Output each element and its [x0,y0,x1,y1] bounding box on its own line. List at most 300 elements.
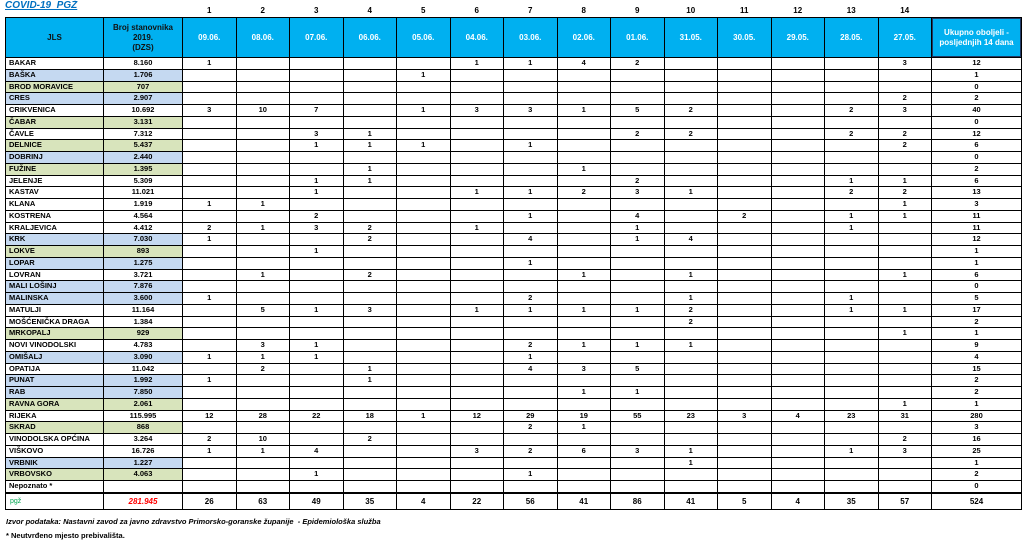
case-count-cell [237,129,290,140]
case-count-cell [772,352,825,363]
case-count-cell: 1 [611,234,664,245]
municipality-name: MOŠĆENIČKA DRAGA [6,317,103,328]
case-count-cell [397,293,450,304]
row-total-cell: 0 [932,481,1021,492]
case-count-cell: 1 [237,270,290,281]
case-count-cell [718,70,771,81]
case-count-cell [558,481,611,492]
case-count-cell: 2 [504,446,557,457]
case-count-cell [558,70,611,81]
case-count-cell: 1 [183,58,236,69]
case-count-cell [825,70,878,81]
row-total-cell: 12 [932,58,1021,69]
totals-date-cell: 5 [718,494,771,509]
case-count-cell [611,164,664,175]
case-count-cell [718,328,771,339]
case-count-cell [183,270,236,281]
case-count-cell [451,469,504,480]
case-count-cell: 1 [611,340,664,351]
case-count-cell [451,211,504,222]
case-count-cell [772,375,825,386]
case-count-cell [290,434,343,445]
case-count-cell: 10 [237,105,290,116]
case-count-cell: 1 [183,446,236,457]
case-count-cell: 1 [344,176,397,187]
header-date [183,18,236,57]
case-count-cell: 2 [879,187,932,198]
case-count-cell [237,140,290,151]
municipality-name: DOBRINJ [6,152,103,163]
case-count-cell [611,152,664,163]
case-count-cell: 2 [825,105,878,116]
column-number: 8 [581,6,586,15]
column-number: 12 [793,6,803,15]
column-number-row [6,5,1021,16]
case-count-cell: 2 [665,105,718,116]
case-count-cell: 1 [665,458,718,469]
case-count-cell [665,352,718,363]
case-count-cell: 3 [611,446,664,457]
population-cell: 1.992 [104,375,182,386]
case-count-cell [504,223,557,234]
case-count-cell [825,387,878,398]
case-count-cell [772,434,825,445]
case-count-cell [825,82,878,93]
case-count-cell [344,70,397,81]
row-total-cell: 0 [932,152,1021,163]
case-count-cell [665,82,718,93]
case-count-cell [665,176,718,187]
case-count-cell [504,176,557,187]
case-count-cell: 1 [290,246,343,257]
case-count-cell [183,458,236,469]
table-row [6,105,1021,116]
case-count-cell [825,270,878,281]
case-count-cell [772,422,825,433]
case-count-cell: 1 [558,340,611,351]
population-cell: 3.600 [104,293,182,304]
header-date-label: 30.05. [733,32,756,42]
case-count-cell [451,117,504,128]
row-total-cell: 17 [932,305,1021,316]
case-count-cell [344,328,397,339]
municipality-name: VRBNIK [6,458,103,469]
case-count-cell: 2 [504,293,557,304]
case-count-cell [397,458,450,469]
case-count-cell [772,140,825,151]
case-count-cell: 2 [344,223,397,234]
case-count-cell: 7 [290,105,343,116]
header-total [932,18,1021,57]
case-count-cell [344,258,397,269]
case-count-cell [397,93,450,104]
population-cell: 16.726 [104,446,182,457]
header-date-label: 07.06. [305,32,328,42]
municipality-name: KRALJEVICA [6,223,103,234]
municipality-name: RAB [6,387,103,398]
row-total-cell: 11 [932,211,1021,222]
header-date [397,18,450,57]
table-row [6,270,1021,281]
case-count-cell: 31 [879,411,932,422]
case-count-cell [611,375,664,386]
case-count-cell [611,352,664,363]
case-count-cell: 2 [504,422,557,433]
column-number: 10 [686,6,696,15]
case-count-cell: 1 [611,223,664,234]
case-count-cell [504,481,557,492]
case-count-cell [397,364,450,375]
case-count-cell [451,293,504,304]
population-cell: 7.876 [104,281,182,292]
population-cell: 1.706 [104,70,182,81]
case-count-cell [665,223,718,234]
case-count-cell [504,281,557,292]
population-cell: 893 [104,246,182,257]
case-count-cell [237,293,290,304]
case-count-cell [290,234,343,245]
case-count-cell: 55 [611,411,664,422]
case-count-cell: 3 [451,446,504,457]
case-count-cell [237,164,290,175]
table-row [6,481,1021,492]
case-count-cell [611,481,664,492]
case-count-cell: 4 [611,211,664,222]
case-count-cell [237,117,290,128]
case-count-cell [665,375,718,386]
table-row [6,140,1021,151]
case-count-cell: 10 [237,434,290,445]
case-count-cell [611,469,664,480]
case-count-cell [397,387,450,398]
row-total-cell: 1 [932,246,1021,257]
table-row [6,129,1021,140]
municipality-name: MATULJI [6,305,103,316]
case-count-cell [504,434,557,445]
municipality-name: OPATIJA [6,364,103,375]
case-count-cell: 5 [611,105,664,116]
case-count-cell [558,458,611,469]
case-count-cell [504,117,557,128]
municipality-name: BROD MORAVICE [6,82,103,93]
case-count-cell: 1 [825,305,878,316]
header-row [6,18,1021,57]
case-count-cell [879,117,932,128]
case-count-cell [718,317,771,328]
header-total-line: posljednjih 14 dana [939,37,1014,47]
case-count-cell [665,434,718,445]
case-count-cell [718,281,771,292]
case-count-cell [825,434,878,445]
table-row [6,234,1021,245]
case-count-cell [397,176,450,187]
case-count-cell: 2 [665,317,718,328]
case-count-cell: 1 [504,58,557,69]
case-count-cell: 3 [504,105,557,116]
case-count-cell [611,199,664,210]
table-row [6,152,1021,163]
case-count-cell: 5 [237,305,290,316]
case-count-cell [451,481,504,492]
column-number: 3 [314,6,319,15]
row-total-cell: 3 [932,422,1021,433]
row-total-cell: 11 [932,223,1021,234]
case-count-cell [451,434,504,445]
case-count-cell [558,258,611,269]
case-count-cell [237,281,290,292]
table-row [6,305,1021,316]
case-count-cell: 1 [183,352,236,363]
column-number: 7 [528,6,533,15]
case-count-cell [451,246,504,257]
case-count-cell [344,317,397,328]
case-count-cell [718,364,771,375]
case-count-cell [237,375,290,386]
case-count-cell [718,387,771,398]
table-row [6,93,1021,104]
case-count-cell [344,211,397,222]
case-count-cell [504,270,557,281]
case-count-cell [825,246,878,257]
case-count-cell: 1 [665,340,718,351]
header-date-label: 28.05. [840,32,863,42]
population-cell: 5.309 [104,176,182,187]
case-count-cell [183,211,236,222]
case-count-cell [665,164,718,175]
population-cell: 2.061 [104,399,182,410]
population-cell: 10.692 [104,105,182,116]
case-count-cell [558,328,611,339]
municipality-name: KASTAV [6,187,103,198]
case-count-cell [772,281,825,292]
case-count-cell [718,199,771,210]
municipality-name: DELNICE [6,140,103,151]
population-cell: 929 [104,328,182,339]
case-count-cell [825,199,878,210]
header-date [825,18,878,57]
case-count-cell [397,446,450,457]
case-count-cell: 1 [665,187,718,198]
case-count-cell [290,281,343,292]
column-number: 9 [635,6,640,15]
case-count-cell: 6 [558,446,611,457]
case-count-cell [290,481,343,492]
case-count-cell [451,328,504,339]
case-count-cell [451,199,504,210]
case-count-cell [558,434,611,445]
case-count-cell [611,399,664,410]
case-count-cell: 1 [879,199,932,210]
case-count-cell [344,281,397,292]
population-cell: 1.919 [104,199,182,210]
header-date [772,18,825,57]
case-count-cell: 1 [451,58,504,69]
case-count-cell: 3 [451,105,504,116]
case-count-cell: 1 [290,340,343,351]
case-count-cell [825,364,878,375]
header-jls [6,18,103,57]
table-row [6,293,1021,304]
case-count-cell [183,328,236,339]
case-count-cell [237,328,290,339]
case-count-cell [344,481,397,492]
municipality-name: VIŠKOVO [6,446,103,457]
case-count-cell [879,258,932,269]
case-count-cell [558,469,611,480]
case-count-cell: 1 [290,305,343,316]
case-count-cell [290,375,343,386]
municipality-name: BAKAR [6,58,103,69]
case-count-cell [451,352,504,363]
case-count-cell [718,270,771,281]
case-count-cell: 2 [879,93,932,104]
case-count-cell [772,399,825,410]
case-count-cell [665,387,718,398]
case-count-cell [772,246,825,257]
table-row [6,387,1021,398]
case-count-cell [718,129,771,140]
case-count-cell [772,176,825,187]
case-count-cell: 1 [451,187,504,198]
totals-date-cell: 22 [451,494,504,509]
case-count-cell: 2 [504,340,557,351]
case-count-cell: 2 [344,434,397,445]
case-count-cell [397,129,450,140]
case-count-cell [504,387,557,398]
case-count-cell [344,93,397,104]
case-count-cell [397,187,450,198]
case-count-cell [451,93,504,104]
case-count-cell [558,82,611,93]
case-count-cell [825,58,878,69]
case-count-cell [451,364,504,375]
case-count-cell: 1 [183,293,236,304]
case-count-cell [718,399,771,410]
case-count-cell [772,105,825,116]
case-count-cell [397,117,450,128]
case-count-cell [772,93,825,104]
case-count-cell: 28 [237,411,290,422]
case-count-cell: 1 [558,305,611,316]
municipality-name: VINODOLSKA OPĆINA [6,434,103,445]
case-count-cell [237,93,290,104]
case-count-cell: 1 [825,446,878,457]
totals-date-cell: 26 [183,494,236,509]
case-count-cell [611,246,664,257]
case-count-cell [397,82,450,93]
case-count-cell [451,387,504,398]
municipality-name: ČABAR [6,117,103,128]
case-count-cell [451,458,504,469]
case-count-cell [825,352,878,363]
case-count-cell [772,211,825,222]
case-count-cell [237,387,290,398]
case-count-cell [772,446,825,457]
case-count-cell [772,199,825,210]
table-row [6,399,1021,410]
case-count-cell: 2 [183,434,236,445]
case-count-cell: 18 [344,411,397,422]
case-count-cell [718,140,771,151]
row-total-cell: 6 [932,176,1021,187]
case-count-cell: 4 [558,58,611,69]
municipality-name: LOVRAN [6,270,103,281]
column-number: 11 [740,6,749,15]
municipality-name: NOVI VINODOLSKI [6,340,103,351]
case-count-cell [558,234,611,245]
case-count-cell [290,317,343,328]
case-count-cell [611,93,664,104]
case-count-cell [718,258,771,269]
case-count-cell [451,140,504,151]
case-count-cell [558,211,611,222]
case-count-cell: 1 [558,422,611,433]
case-count-cell: 1 [611,387,664,398]
case-count-cell: 1 [344,140,397,151]
case-count-cell: 1 [825,211,878,222]
case-count-cell [718,434,771,445]
case-count-cell [879,223,932,234]
case-count-cell [451,164,504,175]
case-count-cell: 1 [451,305,504,316]
case-count-cell [611,293,664,304]
case-count-cell [665,399,718,410]
municipality-name: BAŠKA [6,70,103,81]
case-count-cell [772,458,825,469]
row-total-cell: 6 [932,270,1021,281]
header-population-line: (DZS) [132,42,154,52]
table-row [6,469,1021,480]
case-count-cell [183,481,236,492]
totals-date-cell: 35 [344,494,397,509]
case-count-cell: 19 [558,411,611,422]
page-title[interactable]: COVID-19 PGŽ [5,0,78,11]
case-count-cell: 1 [237,199,290,210]
municipality-name: RAVNA GORA [6,399,103,410]
case-count-cell [879,422,932,433]
population-cell: 7.850 [104,387,182,398]
row-total-cell: 15 [932,364,1021,375]
case-count-cell: 3 [344,305,397,316]
case-count-cell [879,364,932,375]
column-number: 13 [846,6,856,15]
header-population-line: 2019. [132,32,154,42]
table-row [6,352,1021,363]
case-count-cell [879,458,932,469]
case-count-cell [290,458,343,469]
case-count-cell: 1 [504,469,557,480]
case-count-cell [665,469,718,480]
case-count-cell [772,305,825,316]
case-count-cell [397,199,450,210]
case-count-cell [879,469,932,480]
row-total-cell: 0 [932,82,1021,93]
header-date [344,18,397,57]
case-count-cell [344,293,397,304]
case-count-cell [344,387,397,398]
case-count-cell [183,387,236,398]
case-count-cell [344,82,397,93]
table-row [6,458,1021,469]
case-count-cell [397,246,450,257]
table-row [6,187,1021,198]
case-count-cell [504,458,557,469]
case-count-cell: 12 [183,411,236,422]
case-count-cell [772,469,825,480]
case-count-cell [183,340,236,351]
case-count-cell: 2 [665,305,718,316]
case-count-cell [718,117,771,128]
